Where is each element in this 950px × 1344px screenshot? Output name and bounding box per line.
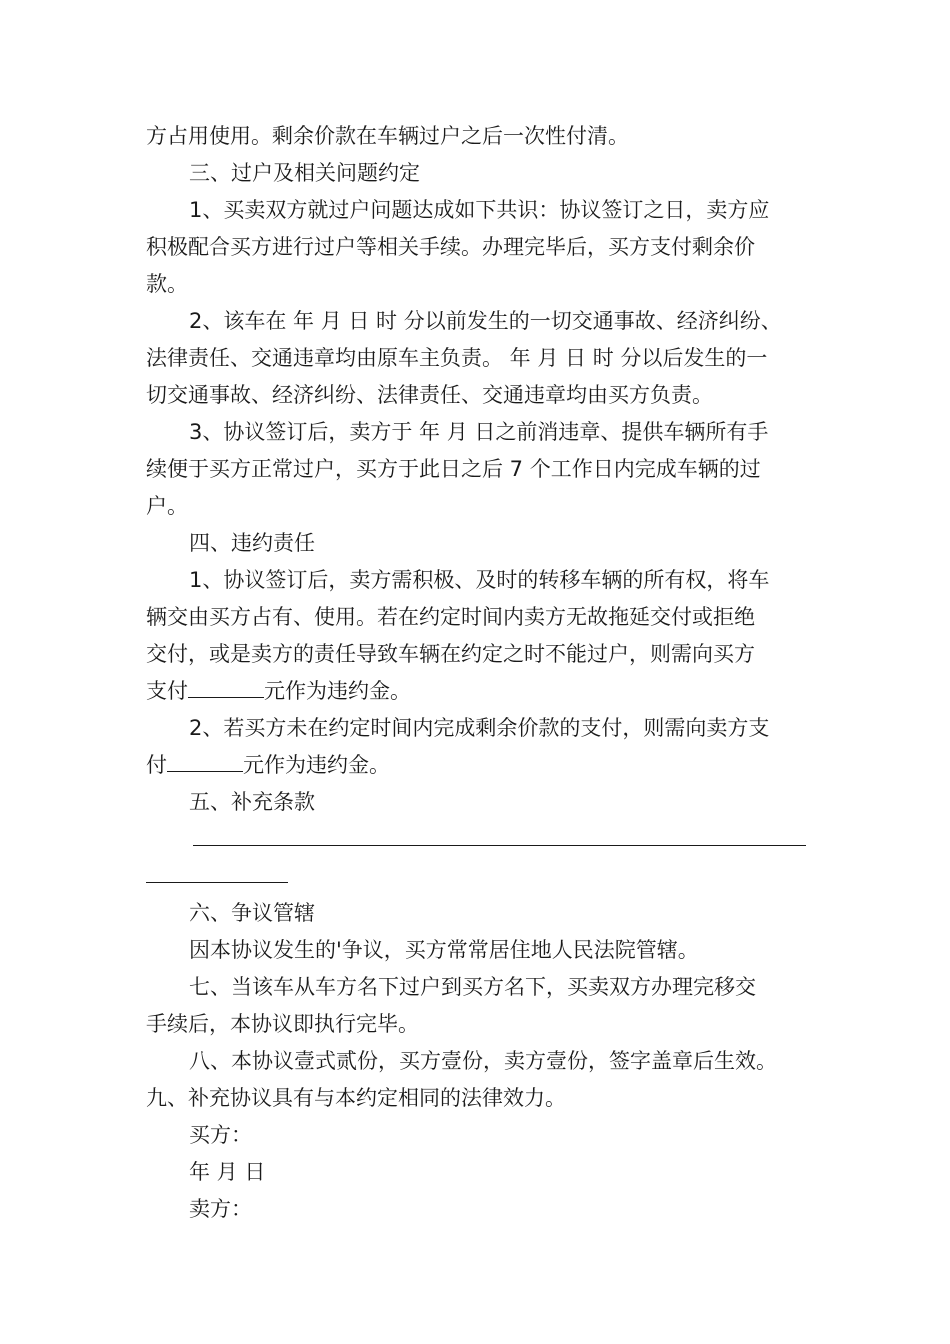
supplementary-blank-line bbox=[193, 845, 806, 846]
section-heading-supplementary: 五、补充条款 bbox=[189, 790, 315, 814]
fill-in-blank bbox=[188, 677, 264, 698]
buyer-signature-label: 买方： bbox=[189, 1123, 252, 1147]
paragraph-line: 款。 bbox=[146, 272, 188, 296]
paragraph-line: 九、补充协议具有与本约定相同的法律效力。 bbox=[146, 1086, 566, 1110]
paragraph-line: 2、该车在 年 月 日 时 分以前发生的一切交通事故、经济纠纷、 bbox=[189, 309, 782, 333]
line-text: 元作为违约金。 bbox=[243, 753, 390, 777]
paragraph-line: 交付，或是卖方的责任导致车辆在约定之时不能过户，则需向买方 bbox=[146, 642, 755, 666]
paragraph-line: 方占用使用。剩余价款在车辆过户之后一次性付清。 bbox=[146, 124, 629, 148]
paragraph-line: 2、若买方未在约定时间内完成剩余价款的支付，则需向卖方支 bbox=[189, 716, 770, 740]
paragraph-line: 辆交由买方占有、使用。若在约定时间内卖方无故拖延交付或拒绝 bbox=[146, 605, 755, 629]
paragraph-line: 七、当该车从车方名下过户到买方名下，买卖双方办理完移交 bbox=[189, 975, 756, 999]
supplementary-blank-line bbox=[146, 882, 288, 883]
paragraph-line: 手续后，本协议即执行完毕。 bbox=[146, 1012, 419, 1036]
seller-signature-label: 卖方： bbox=[189, 1197, 252, 1221]
line-text: 支付 bbox=[146, 679, 188, 703]
date-label: 年 月 日 bbox=[189, 1160, 266, 1184]
paragraph-line: 1、协议签订后，卖方需积极、及时的转移车辆的所有权，将车 bbox=[189, 568, 770, 592]
paragraph-line-with-blank bbox=[146, 751, 390, 779]
line-text: 付 bbox=[146, 753, 167, 777]
fill-in-blank bbox=[167, 751, 243, 772]
paragraph-line: 因本协议发生的'争议，买方常常居住地人民法院管辖。 bbox=[189, 938, 699, 962]
paragraph-line: 3、协议签订后，卖方于 年 月 日之前消违章、提供车辆所有手 bbox=[189, 420, 769, 444]
section-heading-transfer: 三、过户及相关问题约定 bbox=[189, 161, 420, 185]
section-heading-jurisdiction: 六、争议管辖 bbox=[189, 901, 315, 925]
paragraph-line: 续便于买方正常过户，买方于此日之后 7 个工作日内完成车辆的过 bbox=[146, 457, 761, 481]
paragraph-line: 户。 bbox=[146, 494, 188, 518]
paragraph-line: 八、本协议壹式贰份，买方壹份，卖方壹份，签字盖章后生效。 bbox=[189, 1049, 777, 1073]
section-heading-breach: 四、违约责任 bbox=[189, 531, 315, 555]
paragraph-line: 法律责任、交通违章均由原车主负责。 年 月 日 时 分以后发生的一 bbox=[146, 346, 768, 370]
line-text: 元作为违约金。 bbox=[264, 679, 411, 703]
paragraph-line: 切交通事故、经济纠纷、法律责任、交通违章均由买方负责。 bbox=[146, 383, 713, 407]
paragraph-line-with-blank bbox=[146, 677, 411, 705]
paragraph-line: 积极配合买方进行过户等相关手续。办理完毕后，买方支付剩余价 bbox=[146, 235, 755, 259]
paragraph-line: 1、买卖双方就过户问题达成如下共识：协议签订之日，卖方应 bbox=[189, 198, 770, 222]
